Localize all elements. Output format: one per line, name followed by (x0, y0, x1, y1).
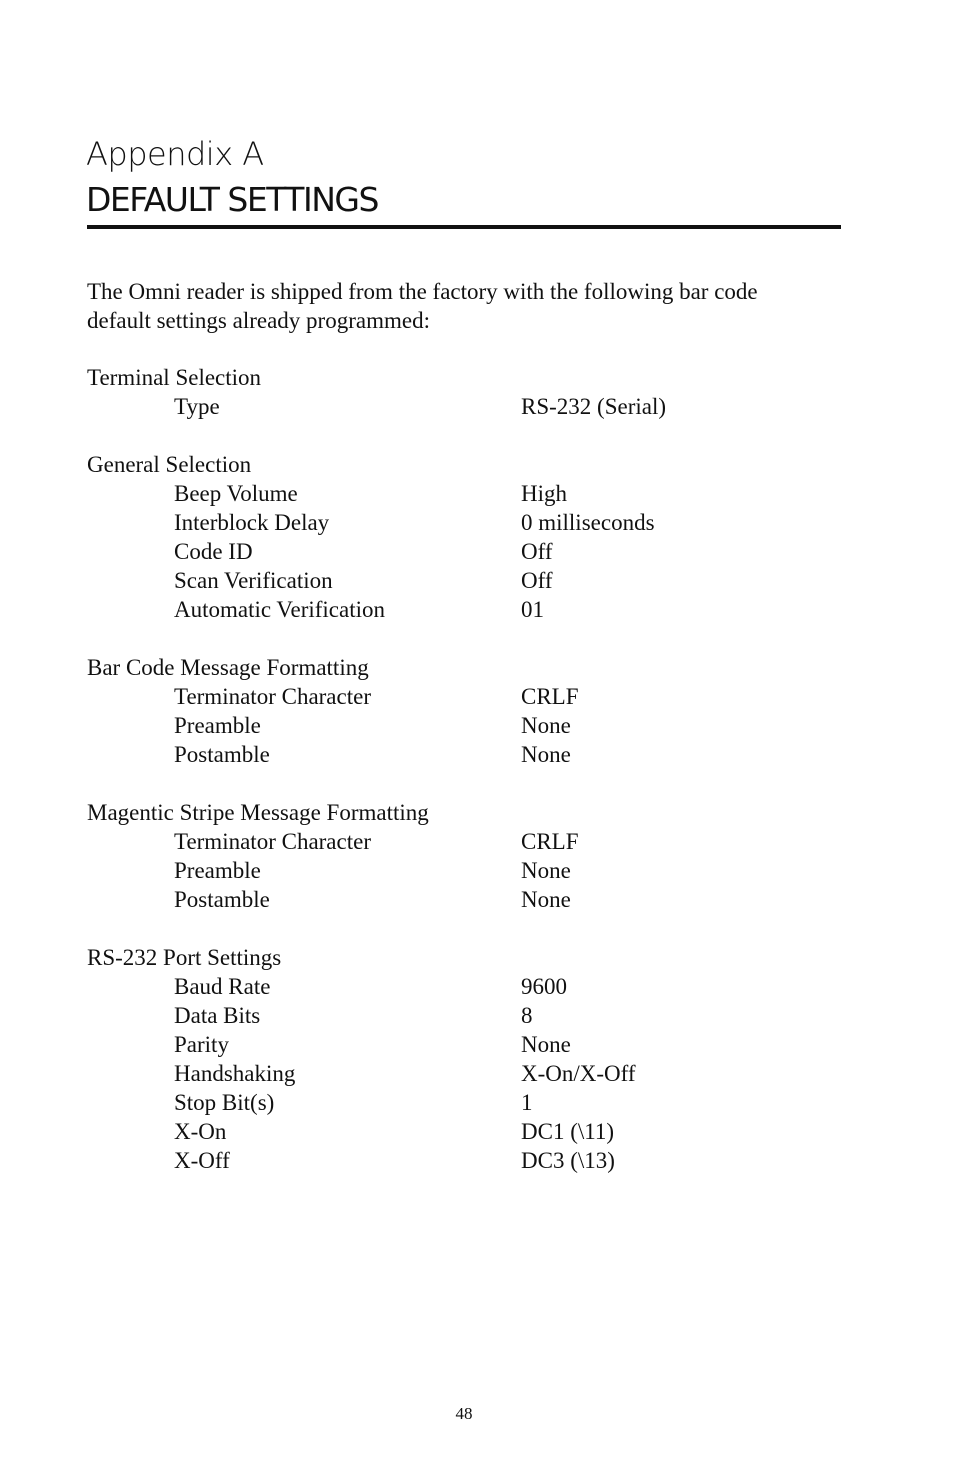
group-title: Magentic Stripe Message Formatting (87, 800, 429, 825)
setting-value: None (521, 858, 571, 883)
setting-label: Type (174, 394, 220, 419)
setting-row (87, 827, 847, 856)
settings-list (87, 363, 847, 1204)
setting-value: None (521, 1032, 571, 1057)
setting-value: High (521, 481, 567, 506)
title-divider (87, 225, 841, 229)
page-number: 48 (455, 1404, 473, 1423)
setting-value: None (521, 887, 571, 912)
setting-row (87, 856, 847, 885)
setting-row (87, 885, 847, 914)
settings-group-rs232-port (87, 943, 847, 1175)
setting-row (87, 1001, 847, 1030)
group-title: Terminal Selection (87, 365, 262, 390)
setting-row (87, 595, 847, 624)
setting-value: Off (521, 539, 553, 564)
setting-value: CRLF (521, 684, 579, 709)
setting-label: Preamble (174, 858, 261, 883)
setting-row (87, 740, 847, 769)
setting-label: Postamble (174, 887, 270, 912)
setting-label: Stop Bit(s) (174, 1090, 275, 1115)
setting-value: 1 (521, 1090, 533, 1115)
setting-label: Interblock Delay (174, 510, 330, 535)
setting-label: Postamble (174, 742, 270, 767)
setting-value: 9600 (521, 974, 567, 999)
page-title: DEFAULT SETTINGS (86, 180, 378, 219)
setting-label: Handshaking (174, 1061, 296, 1086)
setting-row (87, 1088, 847, 1117)
setting-label: Beep Volume (174, 481, 298, 506)
setting-value: RS-232 (Serial) (521, 394, 667, 419)
setting-value: DC1 (\11) (521, 1119, 615, 1144)
setting-value: DC3 (\13) (521, 1148, 615, 1173)
setting-value: None (521, 742, 571, 767)
setting-label: Terminator Character (174, 829, 371, 854)
setting-value: Off (521, 568, 553, 593)
setting-row (87, 479, 847, 508)
setting-row (87, 1030, 847, 1059)
setting-label: Terminator Character (174, 684, 371, 709)
setting-row (87, 1146, 847, 1175)
setting-row (87, 566, 847, 595)
setting-label: Baud Rate (174, 974, 271, 999)
setting-row (87, 972, 847, 1001)
settings-group-barcode-formatting (87, 653, 847, 769)
settings-group-terminal (87, 363, 847, 421)
setting-row (87, 537, 847, 566)
intro-paragraph: The Omni reader is shipped from the factory with the following bar code default settings already programmed: (87, 279, 758, 333)
setting-value: 01 (521, 597, 544, 622)
setting-row (87, 508, 847, 537)
settings-group-general (87, 450, 847, 624)
settings-group-magstripe-formatting (87, 798, 847, 914)
setting-row (87, 711, 847, 740)
setting-value: X-On/X-Off (521, 1061, 636, 1086)
setting-label: Parity (174, 1032, 229, 1057)
setting-row (87, 392, 847, 421)
setting-value: None (521, 713, 571, 738)
group-title: RS-232 Port Settings (87, 945, 282, 970)
setting-row (87, 682, 847, 711)
appendix-label: Appendix A (86, 135, 264, 173)
setting-row (87, 1059, 847, 1088)
setting-label: Automatic Verification (174, 597, 385, 622)
setting-row (87, 1117, 847, 1146)
group-title: Bar Code Message Formatting (87, 655, 369, 680)
setting-value: CRLF (521, 829, 579, 854)
setting-label: X-On (174, 1119, 227, 1144)
setting-value: 8 (521, 1003, 533, 1028)
setting-label: Scan Verification (174, 568, 333, 593)
setting-label: Data Bits (174, 1003, 261, 1028)
setting-label: X-Off (174, 1148, 230, 1173)
setting-label: Preamble (174, 713, 261, 738)
setting-value: 0 milliseconds (521, 510, 655, 535)
setting-label: Code ID (174, 539, 253, 564)
group-title: General Selection (87, 452, 252, 477)
